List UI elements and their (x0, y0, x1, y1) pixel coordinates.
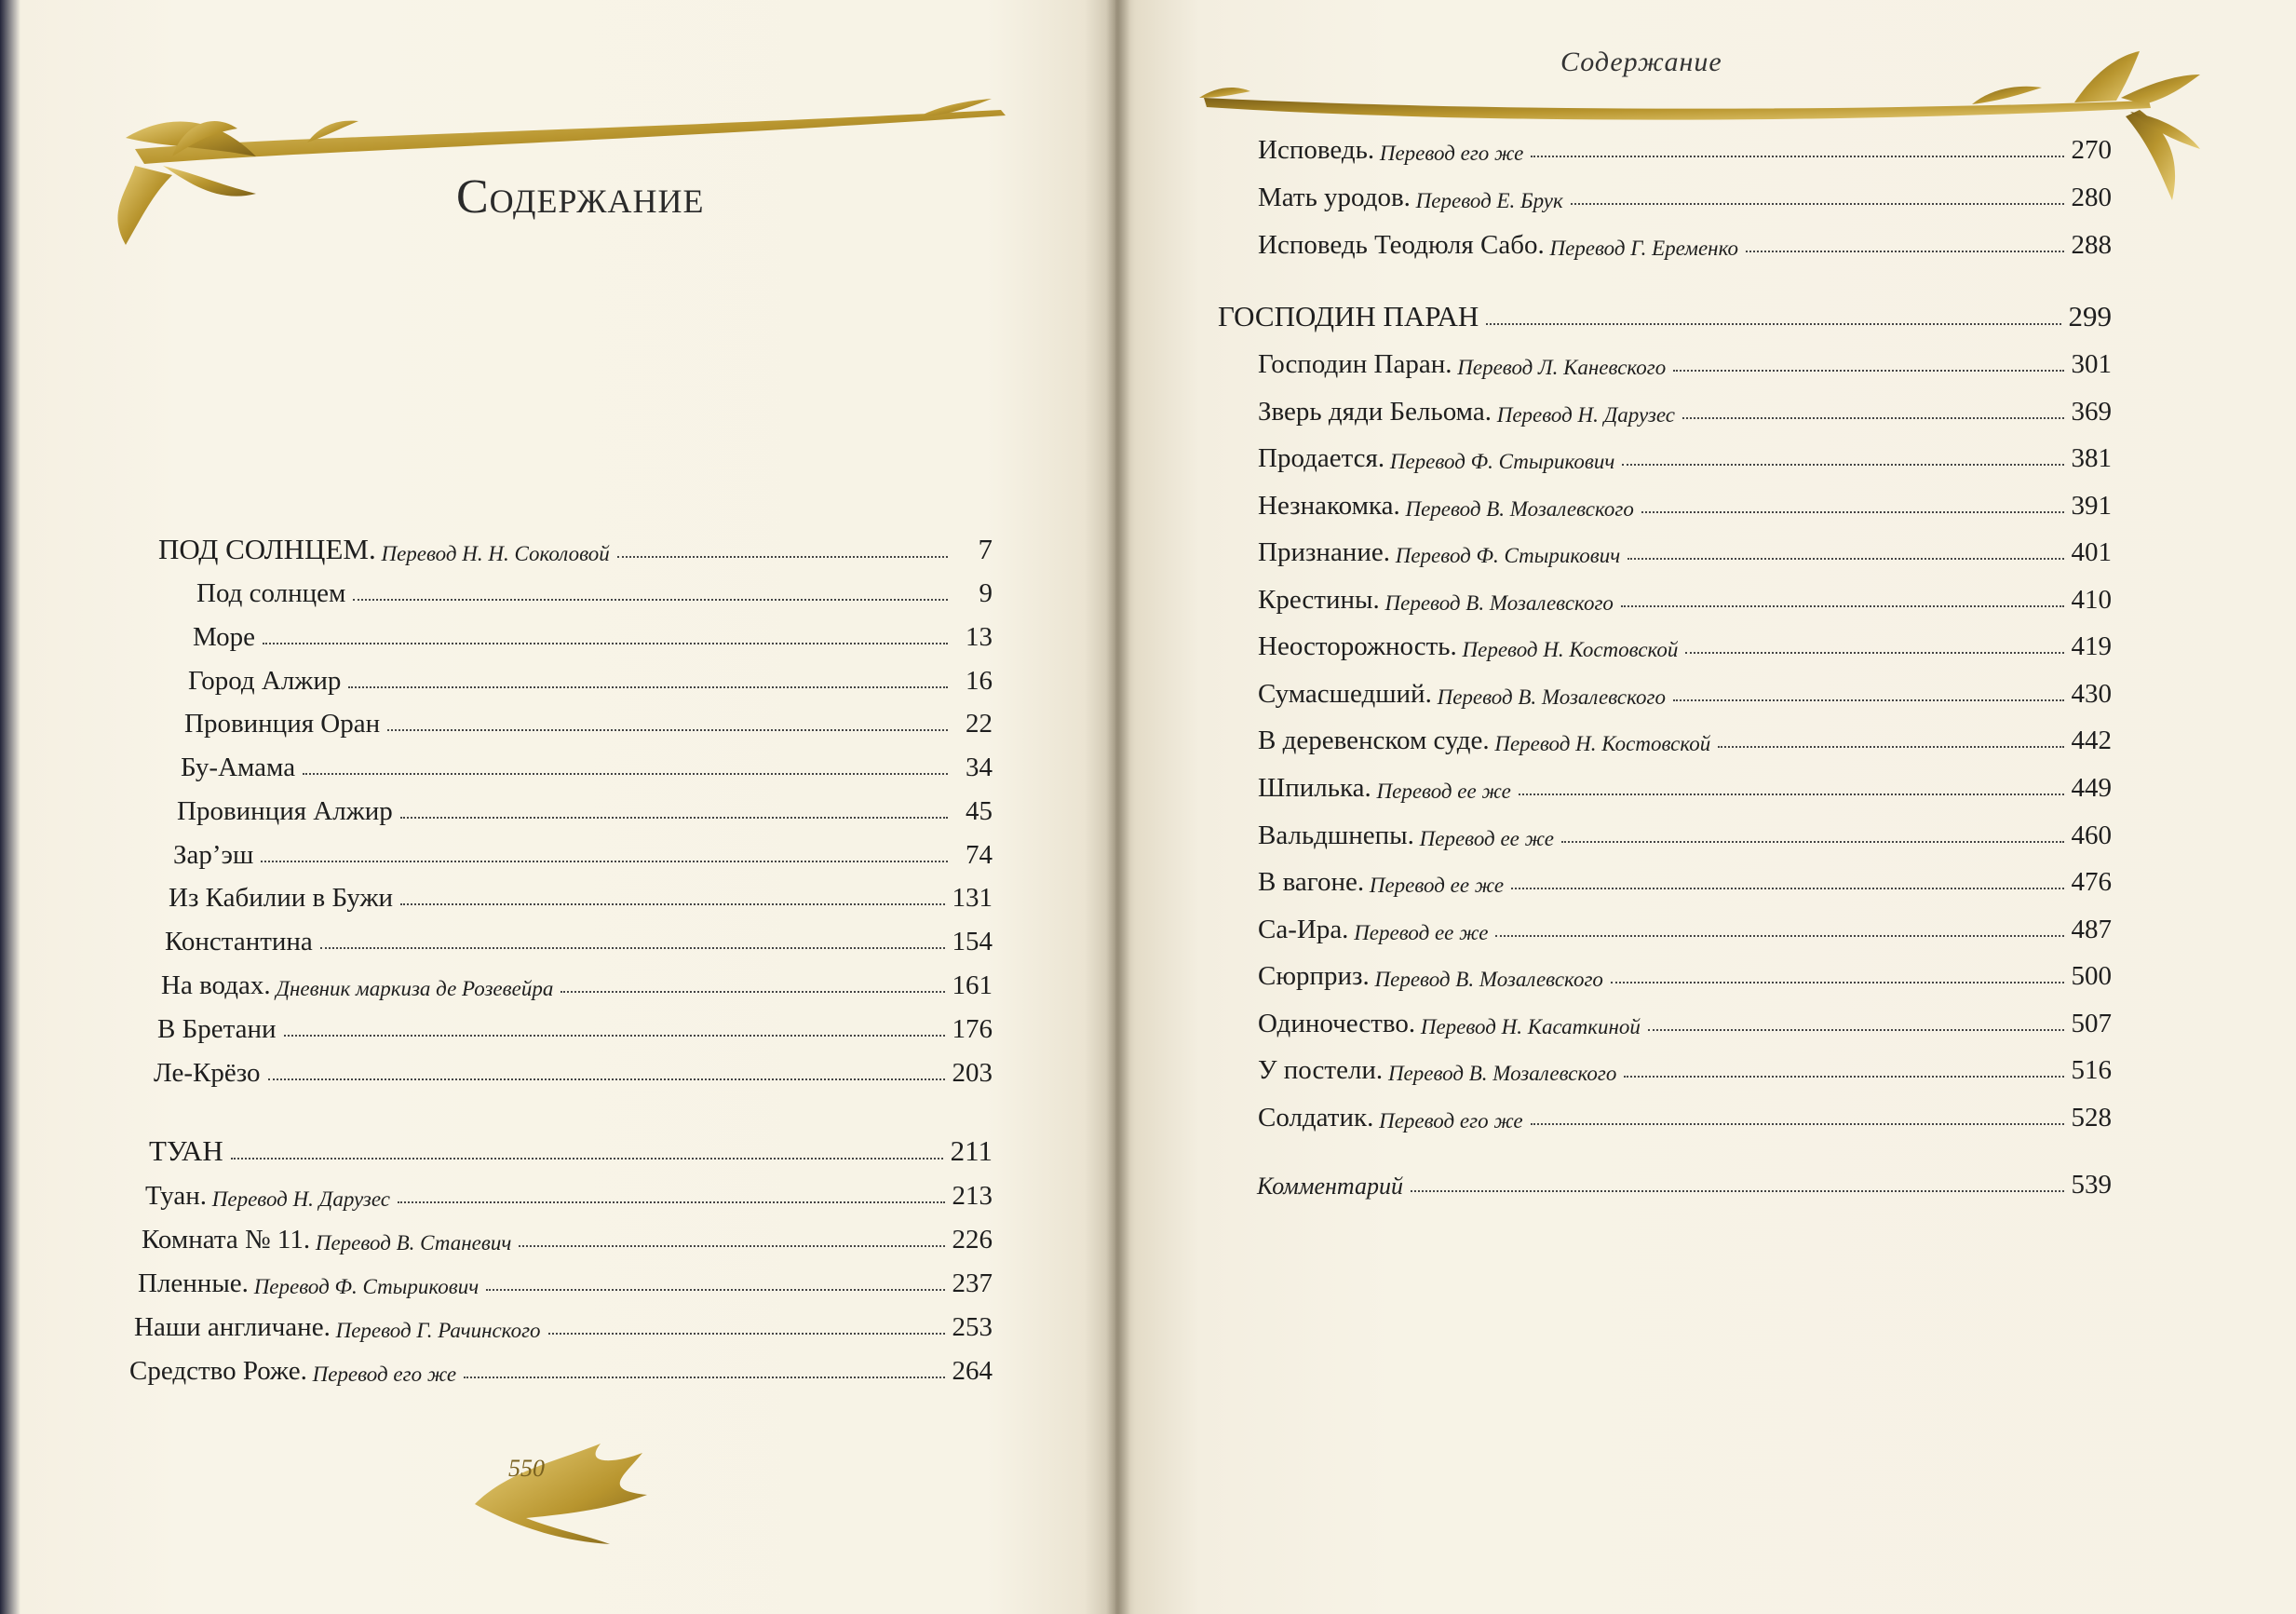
toc-entry-translator: Перевод Н. Костовской (1456, 638, 1679, 661)
dot-leader (519, 1243, 944, 1247)
dot-leader (1627, 556, 2063, 560)
toc-entry-page: 161 (952, 970, 993, 1000)
toc-entry-title: Провинция Оран (184, 709, 381, 739)
toc-entry-title: Ле-Крёзо (154, 1058, 261, 1088)
toc-entry-translator: Перевод Г. Еременко (1544, 237, 1738, 260)
toc-entry-page: 528 (2071, 1103, 2112, 1133)
toc-entry (1258, 125, 2112, 166)
toc-entry-translator: Перевод ее же (1348, 921, 1489, 944)
dot-leader (1682, 415, 2064, 419)
book-gutter (1106, 0, 1130, 1614)
toc-entry-page: 154 (952, 927, 993, 956)
toc-entry-page: 299 (2068, 300, 2112, 332)
toc-entry-title: Солдатик. (1258, 1103, 1374, 1133)
toc-entry-title: В Бретани (157, 1014, 277, 1044)
toc-entry-page: 476 (2071, 867, 2112, 897)
toc-entry-page: 226 (952, 1225, 993, 1255)
toc-entry-translator: Перевод Н. Дарузес (1491, 403, 1675, 427)
gold-leaf-ornament-bottom (470, 1425, 656, 1546)
toc-entry (1258, 669, 2112, 710)
toc-entry (1258, 715, 2112, 756)
toc-entry (173, 830, 993, 871)
toc-entry-translator: Перевод Ф. Стырикович (1384, 450, 1615, 473)
toc-entry-page: 203 (952, 1058, 993, 1088)
toc-entry-title: Господин Паран. (1258, 349, 1452, 379)
page-title: Содержание (456, 170, 705, 224)
toc-entry (142, 1214, 993, 1255)
toc-entry-page: 211 (950, 1134, 993, 1167)
toc-entry (169, 873, 993, 914)
dot-leader (303, 771, 948, 775)
toc-entry-page: 410 (2071, 585, 2112, 615)
toc-entry (188, 656, 993, 697)
toc-entry (1258, 433, 2112, 474)
toc-entry-title: Исповедь Теодюля Сабо. (1258, 230, 1545, 260)
toc-entry (193, 612, 993, 653)
dot-leader (486, 1287, 944, 1291)
toc-entry (1258, 904, 2112, 945)
toc-entry-title: Сюрприз. (1258, 961, 1370, 991)
toc-entry (1258, 621, 2112, 662)
toc-entry-title: ПОД СОЛНЦЕМ. (158, 533, 376, 565)
toc-entry-page: 442 (2071, 726, 2112, 755)
toc-entry-title: Крестины. (1258, 585, 1380, 615)
dot-leader (1718, 744, 2063, 748)
toc-entry-translator: Перевод Ф. Стырикович (1389, 544, 1621, 567)
toc-entry-translator: Перевод Л. Каневского (1452, 356, 1667, 379)
dot-leader (1411, 1188, 2063, 1192)
toc-entry-page: 500 (2071, 961, 2112, 991)
toc-entry (1258, 339, 2112, 380)
toc-entry (154, 1048, 993, 1089)
dot-leader (1611, 980, 2064, 983)
toc-entry-page: 507 (2071, 1009, 2112, 1038)
dot-leader (1641, 509, 2064, 513)
toc-entry-translator: Перевод Н. Касаткиной (1415, 1015, 1641, 1038)
toc-entry-page: 213 (952, 1181, 993, 1211)
dot-leader (268, 1077, 945, 1080)
toc-entry-title: Признание. (1258, 537, 1390, 567)
toc-entry (134, 1302, 993, 1343)
toc-entry (181, 742, 993, 783)
toc-entry-page: 7 (978, 533, 993, 565)
toc-entry-translator: Перевод ее же (1413, 827, 1554, 850)
dot-leader (464, 1375, 944, 1378)
toc-entry-translator: Перевод Н. Н. Соколовой (375, 542, 610, 565)
toc-entry-title: Комната № 11. (142, 1225, 311, 1255)
toc-entry-title: ТУАН (149, 1134, 223, 1167)
toc-entry-page: 13 (966, 622, 993, 652)
toc-entry-page: 487 (2071, 915, 2112, 944)
dot-leader (548, 1331, 945, 1335)
dot-leader (1648, 1027, 2064, 1031)
toc-entry-page: 430 (2071, 679, 2112, 709)
toc-entry (157, 1004, 993, 1045)
toc-entry-title: Незнакомка. (1258, 491, 1400, 521)
toc-entry-page: 301 (2071, 349, 2112, 379)
toc-entry (1258, 172, 2112, 213)
toc-entry-title: Бу-Амама (181, 753, 296, 782)
toc-entry-page: 539 (2071, 1170, 2112, 1200)
toc-entry (145, 1171, 993, 1212)
toc-entry-title: Продается. (1258, 443, 1385, 473)
dot-leader (1685, 650, 2063, 654)
toc-entry-page: 253 (952, 1312, 993, 1342)
dot-leader (284, 1033, 945, 1037)
toc-entry-page: 401 (2071, 537, 2112, 567)
toc-entry-title: Пленные. (138, 1268, 249, 1298)
toc-entry (161, 960, 993, 1001)
toc-entry-title: Город Алжир (188, 666, 342, 696)
toc-entry-translator: Дневник маркиза де Розевейра (270, 977, 554, 1000)
toc-entry-page: 381 (2071, 443, 2112, 473)
toc-entry-title: Зверь дяди Бельома. (1258, 397, 1492, 427)
toc-entry-translator: Перевод Н. Дарузес (207, 1187, 391, 1211)
toc-entry-translator: Перевод его же (1374, 142, 1524, 165)
toc-entry-title: Са-Ира. (1258, 915, 1349, 944)
toc-entry-page: 419 (2071, 631, 2112, 661)
toc-entry-translator: Перевод В. Станевич (310, 1231, 512, 1255)
dot-leader (1571, 201, 2064, 205)
toc-entry (1258, 763, 2112, 804)
toc-entry-page: 369 (2071, 397, 2112, 427)
dot-leader (1519, 792, 2064, 795)
dot-leader (1511, 886, 2063, 889)
dot-leader (1531, 154, 2063, 157)
toc-entry-page: 16 (966, 666, 993, 696)
toc-entry-page: 45 (966, 796, 993, 826)
toc-entry-translator: Перевод В. Мозалевского (1431, 685, 1666, 709)
dot-leader (261, 859, 948, 862)
toc-entry-translator: Перевод В. Мозалевского (1383, 1062, 1617, 1085)
toc-entry-title: Комментарий (1257, 1173, 1404, 1200)
toc-entry-translator: Перевод Г. Рачинского (330, 1319, 541, 1342)
toc-entry-title: Средство Роже. (129, 1356, 307, 1386)
toc-entry (1258, 998, 2112, 1039)
dot-leader (398, 1200, 944, 1203)
dot-leader (231, 1156, 943, 1160)
dot-leader (1673, 698, 2064, 701)
toc-entry-title: Сумасшедший. (1258, 679, 1432, 709)
left-page (0, 0, 1115, 1614)
toc-entry (165, 916, 993, 957)
toc-entry-page: 264 (952, 1356, 993, 1386)
dot-leader (1531, 1121, 2064, 1125)
toc-entry-title: Под солнцем (196, 578, 346, 608)
toc-entry-page: 22 (966, 709, 993, 739)
toc-entry-page: 460 (2071, 821, 2112, 850)
dot-leader (400, 815, 948, 819)
toc-entry-title: В деревенском суде. (1258, 726, 1490, 755)
running-head: Содержание (1560, 47, 1722, 77)
toc-entry (1257, 1160, 2112, 1200)
toc-entry-page: 131 (952, 883, 993, 913)
right-page (1115, 0, 2296, 1614)
dot-leader (617, 554, 948, 558)
toc-entry-page: 34 (966, 753, 993, 782)
toc-entry-translator: Перевод В. Мозалевского (1369, 968, 1603, 991)
toc-entry-page: 237 (952, 1268, 993, 1298)
dot-leader (1621, 604, 2064, 607)
toc-entry-page: 74 (966, 840, 993, 870)
toc-entry-title: ГОСПОДИН ПАРАН (1218, 300, 1479, 332)
toc-entry-title: Одиночество. (1258, 1009, 1416, 1038)
toc-entry-translator: Перевод В. Мозалевского (1399, 497, 1634, 521)
toc-entry-translator: Перевод его же (1373, 1109, 1523, 1133)
toc-entry-title: Неосторожность. (1258, 631, 1457, 661)
toc-entry-page: 516 (2071, 1055, 2112, 1085)
dot-leader (560, 989, 944, 993)
toc-entry (1258, 810, 2112, 851)
toc-entry-page: 280 (2071, 183, 2112, 212)
dot-leader (348, 685, 948, 688)
toc-entry (158, 525, 993, 566)
toc-entry-title: Провинция Алжир (177, 796, 393, 826)
toc-entry (149, 1127, 993, 1168)
toc-entry-title: Константина (165, 927, 313, 956)
toc-entry-translator: Перевод Н. Костовской (1489, 732, 1711, 755)
toc-entry (1258, 220, 2112, 261)
dot-leader (387, 727, 948, 731)
dot-leader (1746, 249, 2064, 252)
toc-entry (1258, 481, 2112, 522)
toc-entry (129, 1346, 993, 1387)
toc-entry-title: У постели. (1258, 1055, 1384, 1085)
toc-entry-title: Мать уродов. (1258, 183, 1411, 212)
toc-entry (1258, 1092, 2112, 1133)
dot-leader (353, 597, 948, 601)
dot-leader (1495, 933, 2063, 937)
toc-entry-page: 288 (2071, 230, 2112, 260)
dot-leader (1624, 1074, 2063, 1078)
dot-leader (1561, 839, 2064, 843)
dot-leader (1622, 462, 2063, 466)
toc-entry-translator: Перевод его же (306, 1363, 457, 1386)
toc-entry-page: 391 (2071, 491, 2112, 521)
toc-entry-title: На водах. (161, 970, 271, 1000)
toc-entry-title: Вальдшнепы. (1258, 821, 1414, 850)
toc-entry-translator: Перевод ее же (1364, 874, 1505, 897)
toc-entry-translator: Перевод Ф. Стырикович (248, 1275, 479, 1298)
toc-entry (184, 698, 993, 739)
dot-leader (400, 902, 944, 905)
toc-entry (1258, 1045, 2112, 1086)
toc-entry (1258, 387, 2112, 427)
toc-entry (1258, 951, 2112, 992)
dot-leader (1673, 368, 2063, 372)
toc-entry (1258, 857, 2112, 898)
toc-entry (138, 1258, 993, 1299)
toc-entry (1258, 527, 2112, 568)
toc-entry-page: 9 (979, 578, 993, 608)
toc-entry (196, 568, 993, 609)
dot-leader (320, 945, 945, 949)
toc-entry-title: Наши англичане. (134, 1312, 331, 1342)
toc-entry-title: В вагоне. (1258, 867, 1365, 897)
toc-entry (1258, 575, 2112, 616)
dot-leader (1486, 321, 2060, 325)
toc-entry-title: Исповедь. (1258, 135, 1375, 165)
toc-entry-title: Туан. (145, 1181, 208, 1211)
page-number: 550 (508, 1455, 545, 1482)
toc-entry-page: 270 (2071, 135, 2112, 165)
toc-entry-title: Шпилька. (1258, 773, 1371, 803)
dot-leader (263, 641, 948, 644)
toc-entry-translator: Перевод ее же (1371, 780, 1511, 803)
toc-entry-page: 449 (2071, 773, 2112, 803)
toc-entry-translator: Перевод Е. Брук (1410, 189, 1563, 212)
toc-entry-translator: Перевод В. Мозалевского (1379, 591, 1614, 615)
toc-entry (177, 786, 993, 827)
toc-entry-page: 176 (952, 1014, 993, 1044)
toc-entry-title: Из Кабилии в Бужи (169, 883, 394, 913)
toc-entry-title: Зар’эш (173, 840, 254, 870)
toc-entry-title: Море (193, 622, 255, 652)
toc-entry (1218, 292, 2112, 333)
